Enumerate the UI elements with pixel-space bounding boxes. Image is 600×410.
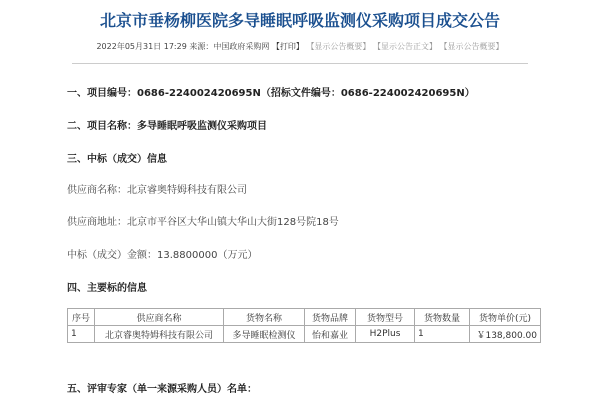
header-cell-model: 货物型号	[356, 309, 415, 326]
header-cell-supplier: 供应商名称	[95, 309, 224, 326]
supplier-name: 供应商名称：北京睿奥特姆科技有限公司	[67, 185, 247, 196]
project-number: 一、项目编号：0686-224002420695N（招标文件编号：0686-224002420695N）	[67, 88, 475, 99]
show-body-link[interactable]: 【显示公告正文】	[372, 42, 437, 51]
publish-datetime: 2022年05月31日 17:29	[96, 42, 187, 51]
header-cell-goods: 货物名称	[224, 309, 305, 326]
cell-model: H2Plus	[356, 326, 415, 343]
reviewers-heading: 五、评审专家（单一来源采购人员）名单：	[67, 384, 257, 395]
cell-quantity: 1	[415, 326, 470, 343]
show-summary-link[interactable]: 【显示公告概要】	[306, 42, 371, 51]
cell-brand: 怡和嘉业	[305, 326, 356, 343]
header-divider	[72, 63, 528, 64]
header-cell-quantity: 货物数量	[415, 309, 470, 326]
table-header-row	[68, 309, 541, 326]
main-subject-heading: 四、主要标的信息	[67, 283, 147, 294]
award-info-heading: 三、中标（成交）信息	[67, 154, 167, 165]
page-title: 北京市垂杨柳医院多导睡眠呼吸监测仪采购项目成交公告	[99, 11, 500, 30]
cell-goods: 多导睡眠检测仪	[224, 326, 305, 343]
award-table	[67, 308, 541, 343]
publish-source: 来源：中国政府采购网	[189, 42, 270, 51]
show-summary-link-2[interactable]: 【显示公告概要】	[439, 42, 504, 51]
award-amount: 中标（成交）金额：13.8800000（万元）	[67, 250, 258, 261]
cell-supplier: 北京睿奥特姆科技有限公司	[95, 326, 224, 343]
header-cell-index: 序号	[68, 309, 95, 326]
header-cell-brand: 货物品牌	[305, 309, 356, 326]
supplier-address: 供应商地址：北京市平谷区大华山镇大华山大街128号院18号	[67, 217, 339, 228]
meta-bar	[0, 41, 600, 52]
header-cell-unit-price: 货物单价(元)	[470, 309, 541, 326]
project-name: 二、项目名称：多导睡眠呼吸监测仪采购项目	[67, 121, 267, 132]
cell-unit-price: ￥138,800.00	[470, 326, 541, 343]
print-link[interactable]: 【打印】	[271, 42, 304, 51]
table-row	[68, 326, 541, 343]
cell-index: 1	[68, 326, 95, 343]
